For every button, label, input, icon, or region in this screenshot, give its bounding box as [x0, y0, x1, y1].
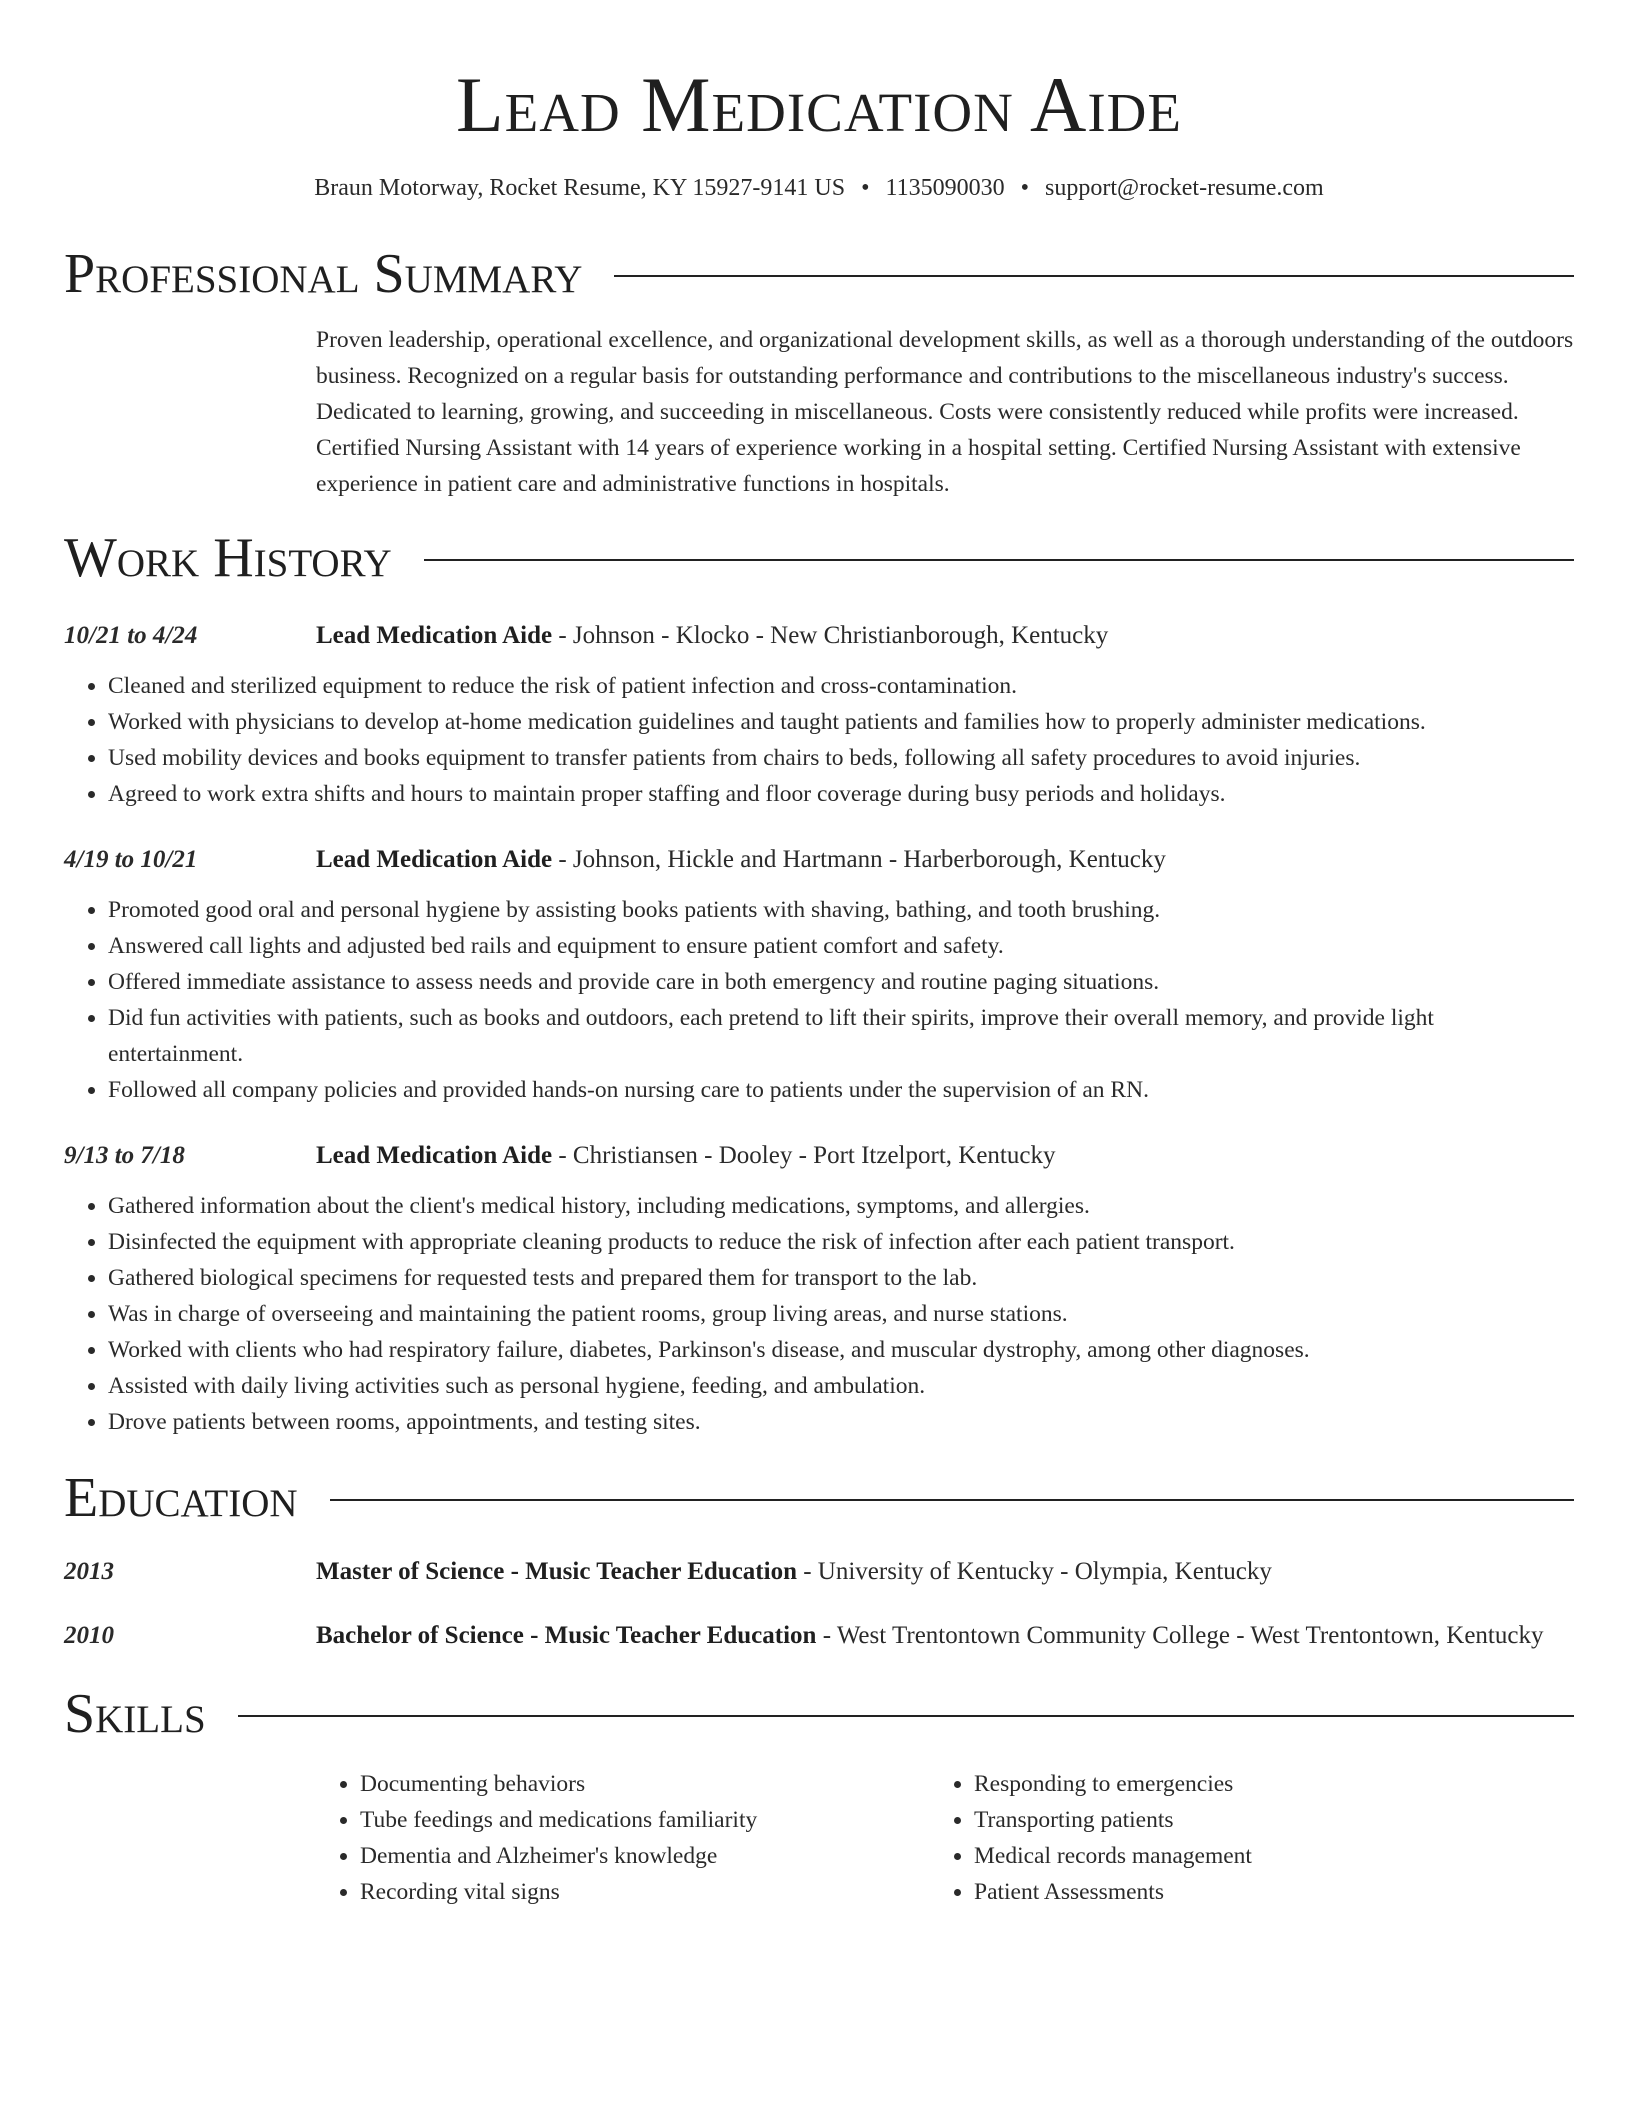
education-year: 2013: [64, 1558, 114, 1585]
education-heading: [316, 1616, 1574, 1656]
job-employer-location: - Johnson - Klocko - New Christianborough, Kentucky: [552, 622, 1109, 649]
contact-separator: •: [861, 175, 870, 201]
job-bullet: • Gathered information about the client's medical history, including medications, symptoms, and allergies.: [108, 1188, 1574, 1224]
job-bullet: • Promoted good oral and personal hygiene by assisting books patients with shaving, bathing, and tooth brushing.: [108, 892, 1574, 928]
education-heading: [316, 1552, 1574, 1592]
skills-grid: [316, 1766, 1574, 1910]
section-header: [64, 1466, 1574, 1530]
job-bullet: • Was in charge of overseeing and maintaining the patient rooms, group living areas, and nurse stations.: [108, 1296, 1574, 1332]
section-divider: [424, 559, 1574, 561]
job-role: Lead Medication Aide: [316, 846, 553, 873]
candidate-name: Lead Medication Aide: [456, 61, 1182, 148]
education-school-location: - University of Kentucky - Olympia, Kentucky: [796, 1558, 1272, 1585]
section-divider: [238, 1715, 1574, 1717]
skill-item: • Tube feedings and medications familiarity: [360, 1802, 930, 1838]
summary-text: Proven leadership, operational excellence, and organizational development skills, as well as a thorough understanding of the outdoors business. Recognized on a regular basis for outstanding performance and contributions to the miscellaneous industry's success. Dedicated to learning, growing, and succeeding in miscellaneous. Costs were consistently reduced while profits were increased. Certified Nursing Assistant with 14 years of experience working in a hospital setting. Certified Nursing Assistant with extensive experience in patient care and administrative functions in hospitals.: [316, 327, 1574, 497]
section-divider: [330, 1499, 1574, 1501]
skill-item: • Responding to emergencies: [974, 1766, 1494, 1802]
job-bullet: • Drove patients between rooms, appointments, and testing sites.: [108, 1404, 1574, 1440]
job-bullet: • Used mobility devices and books equipment to transfer patients from chairs to beds, following all safety procedures to avoid injuries.: [108, 740, 1574, 776]
contact-separator: •: [1020, 175, 1030, 201]
contact-line: [64, 172, 1574, 204]
skill-item: • Patient Assessments: [974, 1874, 1494, 1910]
section-header: [64, 242, 1574, 306]
section-header: [64, 526, 1574, 590]
job-bullet: • Did fun activities with patients, such as books and outdoors, each pretend to lift their spirits, improve their overall memory, and provide light entertainment.: [108, 1000, 1574, 1072]
job-role: Lead Medication Aide: [316, 1142, 553, 1169]
skill-item: • Documenting behaviors: [360, 1766, 930, 1802]
job-bullet: • Assisted with daily living activities such as personal hygiene, feeding, and ambulation.: [108, 1368, 1574, 1404]
job-role: Lead Medication Aide: [316, 622, 553, 649]
skill-item: • Transporting patients: [974, 1802, 1494, 1838]
job-bullet: • Offered immediate assistance to assess needs and provide care in both emergency and routine paging situations.: [108, 964, 1574, 1000]
job-bullet: • Worked with physicians to develop at-home medication guidelines and taught patients and families how to properly administer medications.: [108, 704, 1574, 740]
summary-section: [64, 242, 1574, 502]
job-bullets: [64, 1188, 1574, 1440]
education-entry: [64, 1552, 1574, 1592]
job-employer-location: - Johnson, Hickle and Hartmann - Harberborough, Kentucky: [552, 846, 1166, 873]
job-bullet: • Answered call lights and adjusted bed rails and equipment to ensure patient comfort and safety.: [108, 928, 1574, 964]
contact-phone: 1135090030: [885, 175, 1005, 201]
resume-page: [64, 0, 1574, 1910]
job-bullet: • Gathered biological specimens for requested tests and prepared them for transport to the lab.: [108, 1260, 1574, 1296]
education-entry: [64, 1616, 1574, 1656]
skill-item: • Dementia and Alzheimer's knowledge: [360, 1838, 930, 1874]
job-dates: 4/19 to 10/21: [64, 846, 198, 873]
job-entry: [64, 616, 1574, 812]
skills-section: [64, 1682, 1574, 1910]
job-dates: 10/21 to 4/24: [64, 622, 198, 649]
job-bullets: [64, 892, 1574, 1108]
job-heading: [316, 840, 1574, 880]
skills-column-right: [930, 1766, 1494, 1910]
contact-email: support@rocket-resume.com: [1045, 175, 1324, 201]
job-heading: [316, 1136, 1574, 1176]
skill-item: • Medical records management: [974, 1838, 1494, 1874]
education-degree: Master of Science - Music Teacher Education: [316, 1558, 797, 1585]
job-bullet: • Disinfected the equipment with appropriate cleaning products to reduce the risk of infection after each patient transport.: [108, 1224, 1574, 1260]
job-bullet: • Cleaned and sterilized equipment to reduce the risk of patient infection and cross-contamination.: [108, 668, 1574, 704]
job-dates: 9/13 to 7/18: [64, 1142, 185, 1169]
section-title-education: Education: [64, 1467, 298, 1529]
job-bullet: • Followed all company policies and provided hands-on nursing care to patients under the supervision of an RN.: [108, 1072, 1574, 1108]
job-bullet: • Worked with clients who had respiratory failure, diabetes, Parkinson's disease, and muscular dystrophy, among other diagnoses.: [108, 1332, 1574, 1368]
work-history-section: [64, 526, 1574, 1440]
section-title-work-history: Work History: [64, 527, 392, 589]
education-section: [64, 1466, 1574, 1656]
job-entry: [64, 1136, 1574, 1440]
job-bullets: [64, 668, 1574, 812]
job-entry: [64, 840, 1574, 1108]
section-title-skills: Skills: [64, 1683, 206, 1745]
skills-column-left: [316, 1766, 930, 1910]
job-bullet: • Agreed to work extra shifts and hours to maintain proper staffing and floor coverage during busy periods and holidays.: [108, 776, 1574, 812]
section-header: [64, 1682, 1574, 1746]
job-employer-location: - Christiansen - Dooley - Port Itzelport, Kentucky: [552, 1142, 1056, 1169]
section-divider: [614, 275, 1574, 277]
job-heading: [316, 616, 1574, 656]
education-school-location: - West Trentontown Community College - West Trentontown, Kentucky: [816, 1622, 1544, 1649]
education-year: 2010: [64, 1622, 114, 1649]
skill-item: • Recording vital signs: [360, 1874, 930, 1910]
education-degree: Bachelor of Science - Music Teacher Education: [316, 1622, 817, 1649]
section-title-summary: Professional Summary: [64, 243, 583, 305]
contact-address: Braun Motorway, Rocket Resume, KY 15927-9141 US: [314, 175, 846, 201]
